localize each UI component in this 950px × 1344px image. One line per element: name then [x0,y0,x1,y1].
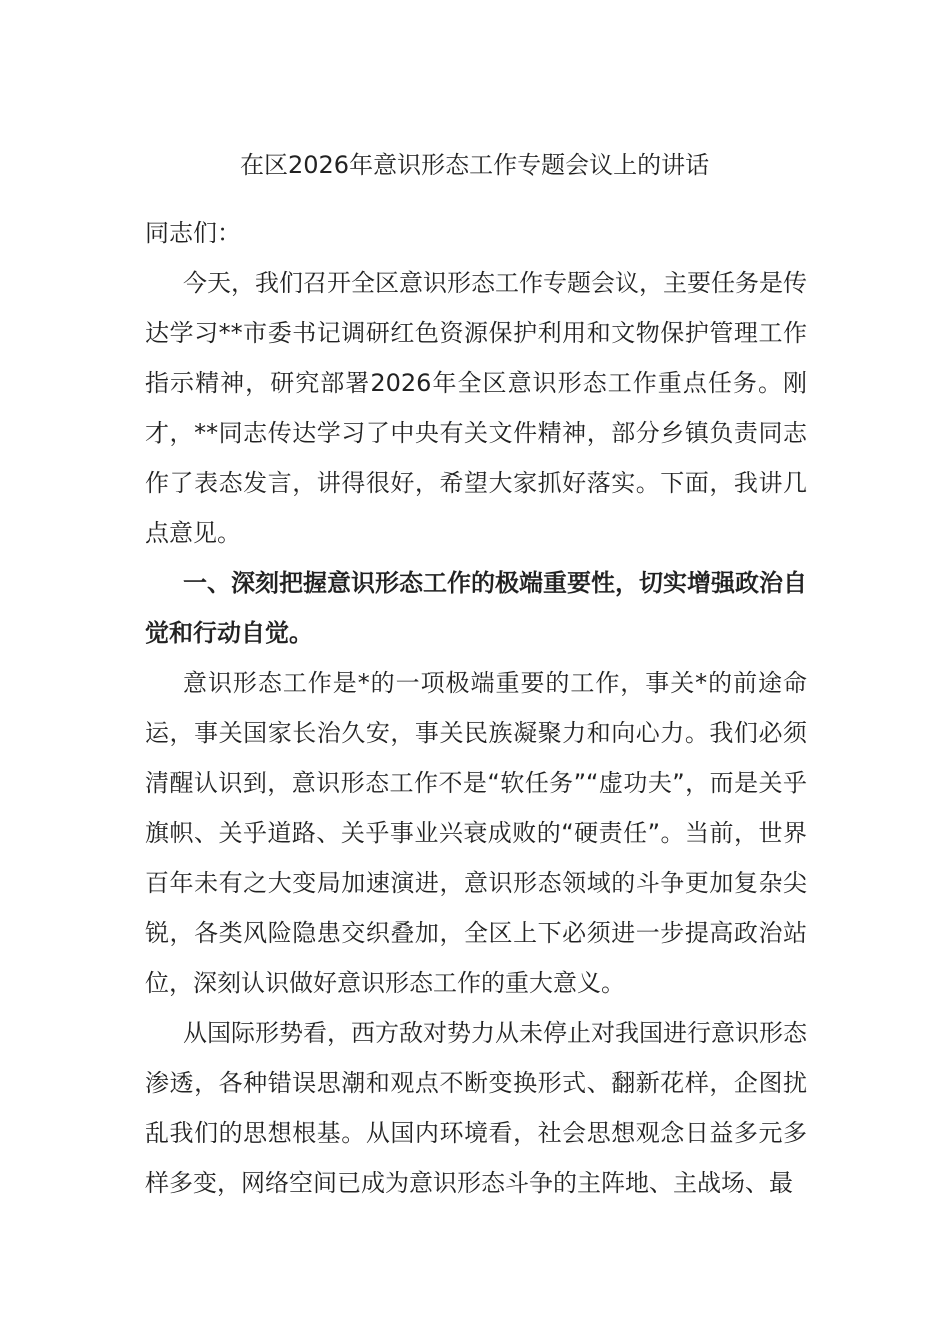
document-body [145,140,807,1208]
paragraph-situation: 从国际形势看，西方敌对势力从未停止对我国进行意识形态渗透，各种错误思潮和观点不断变换形式、翻新花样，企图扰乱我们的思想根基。从国内环境看，社会思想观念日益多元多样多变，网络空间已成为意识形态斗争的主阵地、主战场、最 [145,1019,807,1197]
paragraph-importance: 意识形态工作是*的一项极端重要的工作，事关*的前途命运，事关国家长治久安，事关民族凝聚力和向心力。我们必须清醒认识到，意识形态工作不是“软任务”“虚功夫”，而是关乎旗帜、关乎道路、关乎事业兴衰成败的“硬责任”。当前，世界百年未有之大变局加速演进，意识形态领域的斗争更加复杂尖锐，各类风险隐患交织叠加，全区上下必须进一步提高政治站位，深刻认识做好意识形态工作的重大意义。 [145,669,807,997]
section-heading-1: 一、深刻把握意识形态工作的极端重要性，切实增强政治自觉和行动自觉。 [145,569,807,647]
document-title: 在区2026年意识形态工作专题会议上的讲话 [240,151,710,179]
paragraph-intro: 今天，我们召开全区意识形态工作专题会议，主要任务是传达学习**市委书记调研红色资源保护利用和文物保护管理工作指示精神，研究部署2026年全区意识形态工作重点任务。刚才，**同志传达学习了中央有关文件精神，部分乡镇负责同志作了表态发言，讲得很好，希望大家抓好落实。下面，我讲几点意见。 [145,269,807,547]
salutation: 同志们： [145,219,241,247]
